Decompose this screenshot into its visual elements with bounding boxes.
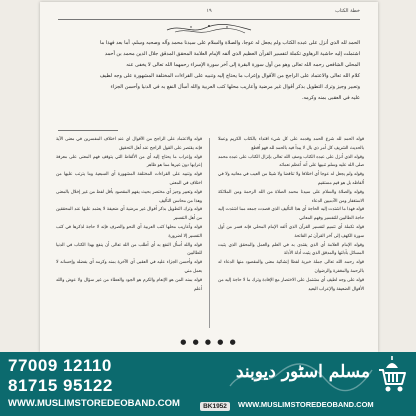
intro-line: المحلي الشافعي رحمه الله تعالى وهو من أول سورة البقرة إلى آخر سورة الإسراء رحمهما الله تعالى لا يخفى عنه bbox=[126, 62, 360, 68]
page-number: ١٩ bbox=[206, 8, 212, 14]
intro-line: عليه في العقبى بمنه وكرمه. bbox=[301, 95, 360, 101]
intro-line: كلام الله تعالى والاعتماد على الراجح من الأقوال وإعراب ما يحتاج إليه وتنبيه على القراءات المختلفة المشهورة على وجه لطيف bbox=[99, 73, 360, 79]
store-footer-banner bbox=[0, 352, 416, 416]
product-code-badge: BK1952 bbox=[200, 402, 230, 411]
website-link-left[interactable]: WWW.MUSLIMSTOREDEOBAND.COM bbox=[8, 398, 180, 409]
footnote-rule bbox=[58, 130, 118, 131]
commentary-paragraph: قوله على وجه لطيف أي مشتمل على الاختصار مع الإفادة وترك ما لا حاجة إليه من الأقوال الضعيفة والإعراب البعيد bbox=[218, 277, 364, 292]
bismillah-ornament-icon bbox=[161, 22, 257, 36]
intro-line: وتعبير وجيز وترك التطويل بذكر أقوال غير مرضية وأعاريب محلها كتب العربية والله أسأل النفع به في الدنيا وأحسن الجزاء bbox=[110, 84, 360, 90]
brand-name-arabic: مسلم اسٹور دیوبند bbox=[235, 362, 370, 382]
commentary-paragraph: قوله وترك التطويل بذكر أقوال غير مرضية أي ضعيفة لا يعتمد عليها عند المحققين من أهل التفسير bbox=[56, 207, 202, 222]
commentary-paragraph: قوله وأحسن الجزاء عليه في العقبى أي الآخرة بمنه وكرمه أي بفضله وإحسانه لا بعمل مني bbox=[56, 260, 202, 274]
commentary-paragraph: قوله وتعبير وجيز أي مختصر بحيث يفهم المقصود بأقل لفظ من غير إخلال بالمعنى وهذا من محاسن التأليف bbox=[56, 189, 202, 204]
website-link-right[interactable]: WWW.MUSLIMSTOREDEOBAND.COM bbox=[238, 400, 374, 409]
phone-number-1[interactable]: 77009 12110 bbox=[8, 356, 112, 375]
commentary-paragraph: قوله رحمه الله تعالى جملة خبرية لفظا إنشائية معنى والمقصود منها الدعاء له بالرحمة والمغفرة والرضوان bbox=[218, 260, 364, 274]
commentary-paragraph: وقوله الإمام العلامة أي الذي يقتدى به في العلم والعمل والمحقق الذي يثبت المسائل بأدلتها والمدقق الذي يثبت أدلة الأدلة bbox=[218, 242, 364, 257]
commentary-paragraph: وقوله والصلاة والسلام على سيدنا محمد الصلاة من الله الرحمة ومن الملائكة الاستغفار ومن الآدميين الدعاء bbox=[218, 189, 364, 204]
commentary-paragraph: قوله وأعاريب محلها كتب العربية أي النحو والصرف فإنه لا حاجة لذكرها في كتب التفسير إلا لضرورة bbox=[56, 224, 202, 239]
phone-number-2[interactable]: 81715 95122 bbox=[8, 376, 113, 395]
commentary-paragraph: قوله تكملة أي تتميم لتفسير القرآن الذي ألفه الإمام المحلي فإنه فسر من أول سورة الكهف إلى آخر القرآن ثم الفاتحة bbox=[218, 224, 364, 239]
commentary-paragraph: قوله وإعراب ما يحتاج إليه أي من الألفاظ التي يتوقف فهم المعنى على معرفة إعرابها دون غيرها مما هو ظاهر bbox=[56, 154, 202, 169]
shopping-cart-mosque-icon bbox=[376, 354, 408, 394]
book-page bbox=[40, 2, 378, 352]
section-end-ornament: ● ● ● ● ● bbox=[180, 338, 238, 346]
commentary-paragraph: قوله وتنبيه على القراءات المختلفة المشهورة أي السبعية وما يترتب عليها من اختلاف في المعنى bbox=[56, 172, 202, 186]
intro-line: الحمد لله الذي أنزل على عبده الكتاب ولم يجعل له عوجا، والصلاة والسلام على سيدنا محمد وآله وصحبه وسلم، أما بعد فهذا ما bbox=[100, 40, 360, 46]
commentary-left-column bbox=[56, 136, 202, 332]
header-rule bbox=[58, 19, 360, 20]
commentary-right-column bbox=[218, 136, 364, 332]
commentary-paragraph: قوله والاعتماد على الراجح من الأقوال أي عند اختلاف المفسرين في معنى الآية فإنه يقتصر على القول الراجح عند أهل التحقيق bbox=[56, 137, 202, 151]
intro-line: اشتملت إليه حاشية الرهاوي تكملة لتفسير القرآن العظيم الذي ألفه الإمام العلامة المحقق المدقق جلال الدين محمد بن أحمد bbox=[104, 51, 360, 57]
commentary-paragraph: وقوله الذي أنزل على عبده الكتاب وصف الله تعالى بإنزال الكتاب على عبده محمد صلى الله عليه وسلم تنبيها على أنه أعظم نعمائه bbox=[218, 154, 364, 169]
running-head bbox=[58, 8, 360, 18]
commentary-paragraph: قوله والله أسأل النفع به أي أطلب من الله تعالى أن ينفع بهذا الكتاب في الدنيا للطالبين bbox=[56, 242, 202, 257]
commentary-paragraph: قوله بمنه المن هو الإنعام والكرم هو الجود والعطاء من غير سؤال ولا عوض والله أعلم bbox=[56, 277, 202, 292]
commentary-paragraph: قوله الحمد لله شرع الحمد وقدمه على كل شيء اقتداء بالكتاب الكريم وعملا بالحديث الشريف كل أمر ذي بال لا يبدأ فيه بالحمد لله فهو أقطع bbox=[218, 137, 364, 151]
intro-text bbox=[62, 38, 360, 104]
commentary-paragraph: وقوله ولم يجعل له عوجا أي اختلافا ولا تناقضا ولا شيئا من العيب في معانيه ولا في ألفاظه بل هو قيم مستقيم bbox=[218, 172, 364, 186]
commentary-paragraph: قوله فهذا ما اشتدت إليه الحاجة أي هذا التأليف الذي قصدت جمعه مما اشتدت إليه حاجة الطالبين للتفسير وفهم المعاني bbox=[218, 207, 364, 222]
column-divider bbox=[209, 138, 210, 328]
book-title: خطة الكتاب bbox=[335, 8, 360, 14]
